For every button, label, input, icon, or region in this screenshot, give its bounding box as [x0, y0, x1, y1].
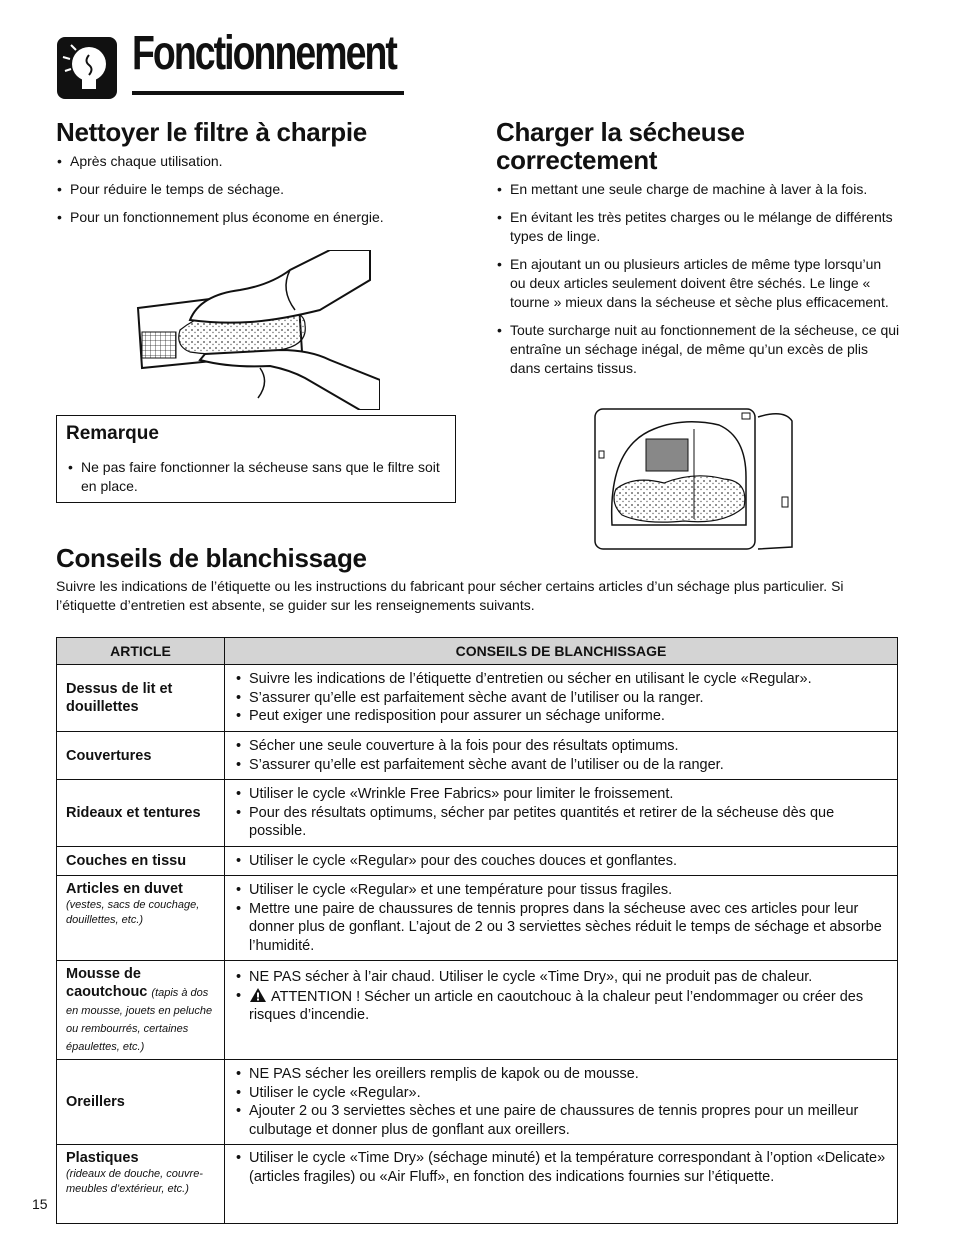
laundering-intro: Suivre les indications de l’étiquette ou les instructions du fabricant pour sécher certains articles d’un séchage plus particulier. Si l’étiquette d’entretien est absente, se guider sur les renseignements suivants. — [56, 578, 844, 613]
table-row — [57, 732, 898, 780]
title-underline — [132, 91, 404, 95]
list-item: • En mettant une seule charge de machine à laver à la fois. — [496, 180, 900, 199]
lint-heading: Nettoyer le filtre à charpie — [56, 117, 367, 147]
table-row — [57, 961, 898, 1060]
article-cell — [57, 961, 225, 1060]
list-item: • Peut exiger une redisposition pour assurer un séchage uniforme. — [235, 707, 889, 726]
table-row — [57, 780, 898, 847]
article-cell — [57, 732, 225, 780]
dryer-drum-illustration — [594, 407, 812, 552]
tips-cell — [225, 1145, 898, 1224]
tips-cell — [225, 780, 898, 847]
list-item: • Pour des résultats optimums, sécher par petites quantités et retirer de la sécheuse dès que possible. — [235, 804, 889, 841]
article-name: Mousse de caoutchouc — [66, 966, 148, 1000]
lint-bullet-list — [56, 152, 456, 236]
article-name: Plastiques — [66, 1150, 139, 1166]
tips-cell — [225, 732, 898, 780]
warning-triangle-icon — [249, 987, 267, 1003]
table-row — [57, 1060, 898, 1145]
list-item: • Ne pas faire fonctionner la sécheuse sans que le filtre soit en place. — [67, 458, 445, 496]
list-item: • Sécher une seule couverture à la fois pour des résultats optimums. — [235, 737, 889, 756]
article-cell — [57, 876, 225, 961]
list-item: • NE PAS sécher les oreillers remplis de kapok ou de mousse. — [235, 1065, 889, 1084]
list-item: • Utiliser le cycle «Regular» pour des couches douces et gonflantes. — [235, 852, 889, 871]
list-item — [235, 987, 889, 1025]
page-number: 15 — [32, 1196, 48, 1212]
tips-cell — [225, 1060, 898, 1145]
attention-text: ATTENTION ! Sécher un article en caoutchouc à la chaleur peut l’endommager ou créer des risques d’incendie. — [249, 988, 864, 1023]
article-cell — [57, 1145, 225, 1224]
article-note: (rideaux de douche, couvre-meubles d’extérieur, etc.) — [66, 1168, 203, 1195]
list-item: • Toute surcharge nuit au fonctionnement de la sécheuse, ce qui entraîne un séchage inégal, de même qu’un excès de plis dans certains tissus. — [496, 321, 900, 378]
table-row — [57, 665, 898, 732]
article-cell — [57, 1060, 225, 1145]
article-cell — [57, 846, 225, 876]
list-item: • Utiliser le cycle «Regular» et une température pour tissus fragiles. — [235, 881, 889, 900]
tips-cell — [225, 961, 898, 1060]
list-item: • En ajoutant un ou plusieurs articles de même type lorsqu’un ou deux articles seulement doivent être séchés. Le linge « tourne » mieux dans la sécheuse et sèche plus efficacement. — [496, 255, 900, 312]
tips-cell — [225, 876, 898, 961]
article-name: Dessus de lit et douillettes — [66, 681, 173, 715]
list-item: • Ajouter 2 ou 3 serviettes sèches et une paire de chaussures de tennis propres pour un meilleur culbutage et donner plus de gonflant aux oreillers. — [235, 1102, 889, 1139]
article-name: Couches en tissu — [66, 852, 187, 869]
article-name: Couvertures — [66, 747, 152, 764]
column-header-tips: CONSEILS DE BLANCHISSAGE — [225, 638, 898, 665]
remarque-heading: Remarque — [66, 423, 159, 444]
loading-heading-line2: correctement — [496, 145, 658, 175]
page-title: Fonctionnement — [132, 27, 396, 80]
remarque-box — [56, 415, 456, 503]
table-row — [57, 876, 898, 961]
list-item: • S’assurer qu’elle est parfaitement sèche avant de l’utiliser ou la ranger. — [235, 689, 889, 708]
list-item: • En évitant les très petites charges ou le mélange de différents types de linge. — [496, 208, 900, 246]
loading-heading — [496, 118, 745, 174]
list-item: • NE PAS sécher à l’air chaud. Utiliser le cycle «Time Dry», qui ne produit pas de chaleur. — [235, 968, 889, 987]
list-item: • Après chaque utilisation. — [56, 152, 456, 171]
tips-cell — [225, 846, 898, 876]
loading-bullet-list — [496, 180, 900, 387]
table-header-row — [57, 638, 898, 665]
list-item: • Suivre les indications de l’étiquette d’entretien ou sécher en utilisant le cycle «Regular». — [235, 670, 889, 689]
list-item: • Mettre une paire de chaussures de tennis propres dans la sécheuse avec ces articles pour leur donner plus de gonflant. L’ajout de 2 ou 3 serviettes sèches réduit le temps de séchage et absorbe l’humidité. — [235, 900, 889, 956]
list-item: • Utiliser le cycle «Time Dry» (séchage minuté) et la température correspondant à l’option «Delicate» (articles fragiles) ou «Air Fluff», en fonction des indications fournies sur l’étiquette. — [235, 1149, 889, 1186]
list-item: • Utiliser le cycle «Regular». — [235, 1084, 889, 1103]
article-note: (tapis à dos en mousse, jouets en peluche ou rembourrés, certaines épaulettes, etc.) — [66, 987, 213, 1053]
list-item: • Pour réduire le temps de séchage. — [56, 180, 456, 199]
lint-filter-illustration — [130, 250, 380, 410]
tips-cell — [225, 665, 898, 732]
article-cell — [57, 665, 225, 732]
list-item: • Pour un fonctionnement plus économe en énergie. — [56, 208, 456, 227]
laundering-tips-table — [56, 637, 898, 1224]
loading-heading-line1: Charger la sécheuse — [496, 117, 745, 147]
article-name: Articles en duvet — [66, 881, 183, 897]
list-item: • Utiliser le cycle «Wrinkle Free Fabrics» pour limiter le froissement. — [235, 785, 889, 804]
column-header-article: ARTICLE — [57, 638, 225, 665]
article-name: Rideaux et tentures — [66, 804, 201, 821]
article-cell — [57, 780, 225, 847]
table-row — [57, 1145, 898, 1224]
list-item: • S’assurer qu’elle est parfaitement sèche avant de l’utiliser ou de la ranger. — [235, 756, 889, 775]
lightbulb-icon — [57, 37, 117, 99]
article-note: (vestes, sacs de couchage, douillettes, etc.) — [66, 899, 200, 926]
laundering-heading: Conseils de blanchissage — [56, 543, 367, 573]
article-name: Oreillers — [66, 1094, 125, 1110]
table-row — [57, 846, 898, 876]
